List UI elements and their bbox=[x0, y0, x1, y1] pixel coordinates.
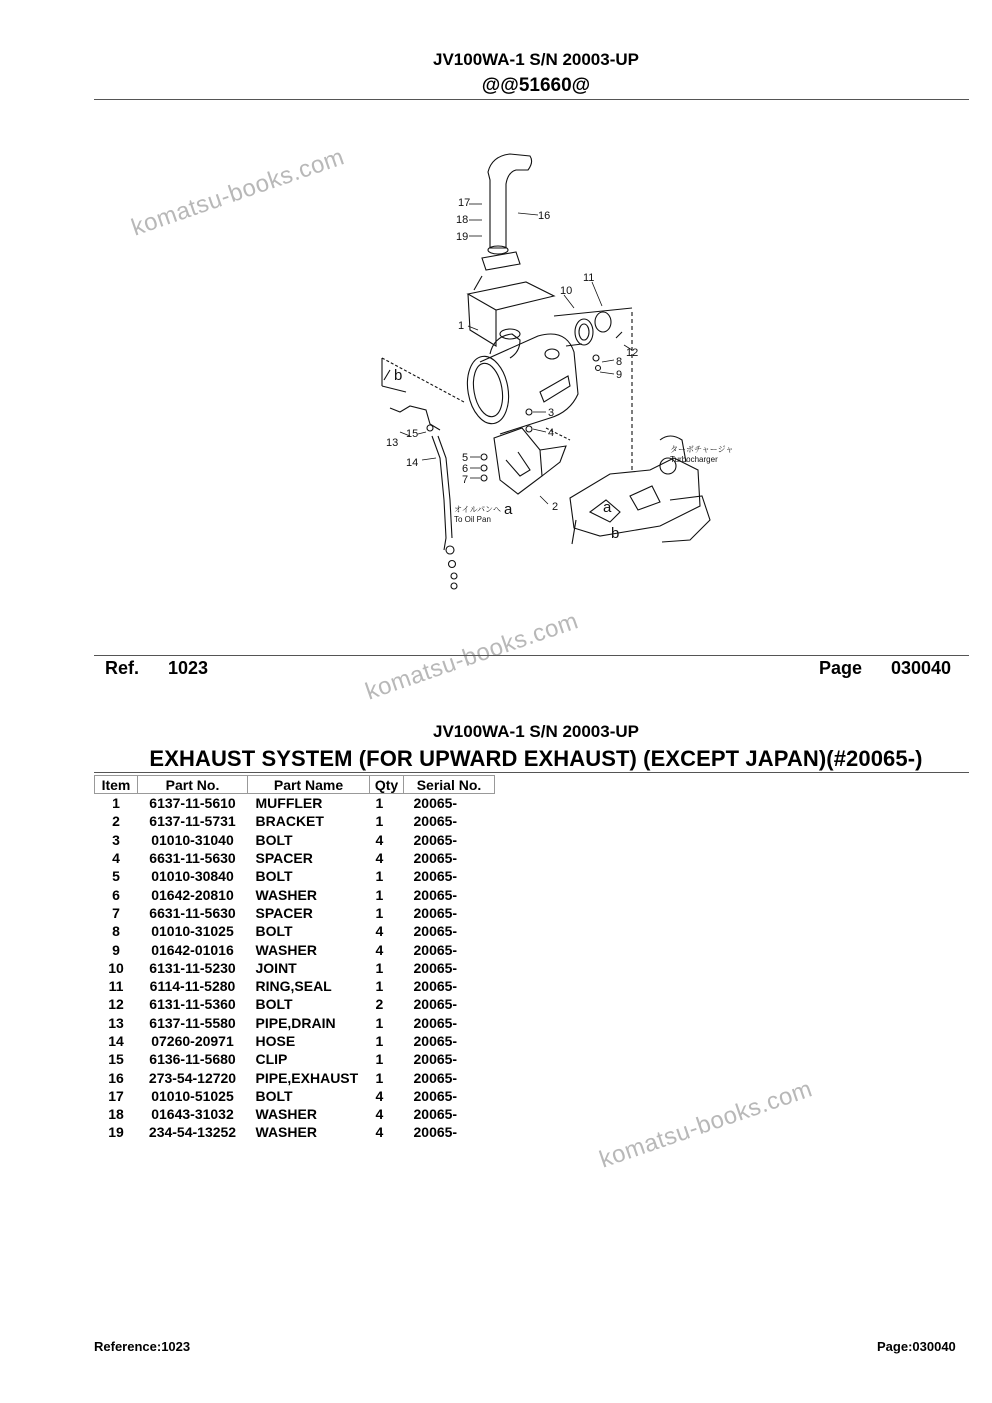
serial-no-cell: 20065- bbox=[413, 868, 458, 885]
part-name-cell: MUFFLER bbox=[255, 795, 323, 812]
callout-9: 9 bbox=[616, 369, 623, 381]
table-row bbox=[95, 1014, 495, 1032]
callout-15: 15 bbox=[406, 428, 419, 440]
qty-cell: 1 bbox=[375, 1014, 384, 1031]
serial-no-cell: 20065- bbox=[413, 1051, 458, 1068]
qty-cell: 4 bbox=[375, 923, 384, 940]
table-row bbox=[95, 867, 495, 885]
qty-cell: 4 bbox=[375, 1124, 384, 1141]
qty-cell: 1 bbox=[375, 904, 384, 921]
item-cell: 10 bbox=[108, 959, 124, 976]
item-cell: 1 bbox=[112, 795, 120, 812]
item-cell: 12 bbox=[108, 996, 124, 1013]
watermark-1: komatsu-books.com bbox=[128, 143, 348, 242]
table-row bbox=[95, 831, 495, 849]
part-name-cell: SPACER bbox=[255, 850, 313, 867]
callout-1: 1 bbox=[458, 320, 465, 332]
qty-cell: 1 bbox=[375, 978, 384, 995]
header-code-line: @@51660@ bbox=[481, 75, 591, 96]
footer-page: Page:030040 bbox=[877, 1339, 956, 1354]
part-no-cell: 6136-11-5680 bbox=[149, 1051, 236, 1068]
table-row bbox=[95, 904, 495, 922]
table-row bbox=[95, 794, 495, 813]
qty-cell: 1 bbox=[375, 1069, 384, 1086]
table-row bbox=[95, 1068, 495, 1086]
item-cell: 5 bbox=[112, 868, 120, 885]
item-cell: 17 bbox=[108, 1087, 124, 1104]
serial-no-cell: 20065- bbox=[413, 923, 458, 940]
serial-no-cell: 20065- bbox=[413, 795, 458, 812]
callout-18: 18 bbox=[456, 214, 469, 226]
part-name-cell: RING,SEAL bbox=[255, 978, 332, 995]
watermark-3: komatsu-books.com bbox=[596, 1075, 816, 1174]
letter-a-bracket: a bbox=[504, 501, 513, 518]
table-row bbox=[95, 1105, 495, 1123]
qty-cell: 1 bbox=[375, 1051, 384, 1068]
part-no-cell: 01010-31025 bbox=[151, 923, 234, 940]
col-header-item: Item bbox=[95, 776, 138, 794]
callout-10: 10 bbox=[560, 285, 573, 297]
table-row bbox=[95, 812, 495, 830]
header-model-line: JV100WA-1 S/N 20003-UP bbox=[433, 50, 639, 69]
turbo-label-jp: ターボチャージャ bbox=[670, 445, 734, 454]
callout-2: 2 bbox=[552, 501, 559, 513]
item-cell: 16 bbox=[108, 1069, 124, 1086]
page-value: 030040 bbox=[891, 658, 952, 678]
table-row bbox=[95, 959, 495, 977]
serial-no-cell: 20065- bbox=[413, 1033, 458, 1049]
part-name-cell: HOSE bbox=[255, 1033, 296, 1049]
serial-no-cell: 20065- bbox=[413, 978, 458, 995]
item-cell: 4 bbox=[112, 850, 120, 867]
turbo-label-en: Turbocharger bbox=[670, 455, 718, 464]
part-name-cell: BOLT bbox=[255, 996, 293, 1013]
watermark-2: komatsu-books.com bbox=[362, 607, 582, 706]
col-header-part-name: Part Name bbox=[248, 776, 370, 794]
table-row bbox=[95, 1087, 495, 1105]
ref-value: 1023 bbox=[168, 658, 209, 678]
part-name-cell: PIPE,DRAIN bbox=[255, 1014, 336, 1031]
ref-label: Ref. bbox=[105, 658, 140, 678]
callout-17: 17 bbox=[458, 197, 471, 209]
serial-no-cell: 20065- bbox=[413, 831, 458, 848]
callout-5: 5 bbox=[462, 452, 469, 464]
item-cell: 2 bbox=[112, 813, 120, 830]
part-no-cell: 07260-20971 bbox=[151, 1033, 234, 1049]
table-row bbox=[95, 849, 495, 867]
part-no-cell: 6631-11-5630 bbox=[149, 850, 236, 867]
item-cell: 19 bbox=[108, 1124, 124, 1141]
part-no-cell: 01642-20810 bbox=[151, 886, 234, 903]
serial-no-cell: 20065- bbox=[413, 886, 458, 903]
section-rule bbox=[94, 772, 969, 773]
header-rule bbox=[94, 99, 969, 100]
table-row bbox=[95, 977, 495, 995]
item-cell: 14 bbox=[108, 1033, 124, 1049]
item-cell: 8 bbox=[112, 923, 120, 940]
table-row bbox=[95, 1032, 495, 1050]
letter-a-engine: a bbox=[603, 499, 612, 516]
item-cell: 15 bbox=[108, 1051, 124, 1068]
table-row bbox=[95, 940, 495, 958]
part-name-cell: PIPE,EXHAUST bbox=[255, 1069, 359, 1086]
callout-12: 12 bbox=[626, 347, 639, 359]
part-name-cell: WASHER bbox=[255, 941, 317, 958]
qty-cell: 1 bbox=[375, 1033, 384, 1049]
letter-b-engine: b bbox=[611, 525, 620, 542]
part-no-cell: 6137-11-5610 bbox=[149, 795, 236, 812]
table-row bbox=[95, 1050, 495, 1068]
table-header-row bbox=[95, 776, 495, 794]
callout-19: 19 bbox=[456, 231, 469, 243]
part-name-cell: JOINT bbox=[255, 959, 297, 976]
serial-no-cell: 20065- bbox=[413, 941, 458, 958]
part-name-cell: BRACKET bbox=[255, 813, 324, 830]
letter-b-top: b bbox=[394, 367, 403, 384]
part-no-cell: 6131-11-5360 bbox=[149, 996, 236, 1013]
section-model-line: JV100WA-1 S/N 20003-UP bbox=[433, 722, 639, 741]
part-no-cell: 6631-11-5630 bbox=[149, 904, 236, 921]
callout-16: 16 bbox=[538, 210, 551, 222]
exhaust-diagram bbox=[370, 140, 750, 600]
part-name-cell: WASHER bbox=[255, 1124, 317, 1141]
item-cell: 6 bbox=[112, 886, 120, 903]
callout-3: 3 bbox=[548, 407, 555, 419]
part-no-cell: 6137-11-5580 bbox=[149, 1014, 236, 1031]
col-header-part-no: Part No. bbox=[138, 776, 248, 794]
callout-11: 11 bbox=[583, 272, 595, 284]
part-name-cell: BOLT bbox=[255, 923, 293, 940]
callout-4: 4 bbox=[548, 427, 555, 439]
item-cell: 3 bbox=[112, 831, 120, 848]
item-cell: 13 bbox=[108, 1014, 124, 1031]
part-name-cell: BOLT bbox=[255, 868, 293, 885]
part-no-cell: 01010-31040 bbox=[151, 831, 234, 848]
table-row bbox=[95, 995, 495, 1013]
footer-reference: Reference:1023 bbox=[94, 1339, 191, 1354]
serial-no-cell: 20065- bbox=[413, 1106, 458, 1123]
serial-no-cell: 20065- bbox=[413, 1014, 458, 1031]
qty-cell: 1 bbox=[375, 959, 384, 976]
page-label: Page bbox=[819, 658, 863, 678]
oil-pan-label-en: To Oil Pan bbox=[454, 515, 491, 524]
part-name-cell: CLIP bbox=[255, 1051, 288, 1068]
callout-7: 7 bbox=[462, 474, 469, 486]
qty-cell: 4 bbox=[375, 1087, 384, 1104]
table-row bbox=[95, 885, 495, 903]
item-cell: 18 bbox=[108, 1106, 124, 1123]
part-no-cell: 6114-11-5280 bbox=[149, 978, 236, 995]
serial-no-cell: 20065- bbox=[413, 959, 458, 976]
qty-cell: 4 bbox=[375, 831, 384, 848]
qty-cell: 1 bbox=[375, 886, 384, 903]
qty-cell: 1 bbox=[375, 813, 384, 830]
parts-table-body bbox=[95, 794, 495, 1142]
oil-pan-label-jp: オイルパンへ bbox=[454, 505, 502, 514]
item-cell: 11 bbox=[108, 978, 124, 995]
serial-no-cell: 20065- bbox=[413, 850, 458, 867]
part-name-cell: SPACER bbox=[255, 904, 313, 921]
table-row bbox=[95, 922, 495, 940]
serial-no-cell: 20065- bbox=[413, 996, 458, 1013]
item-cell: 7 bbox=[112, 904, 120, 921]
callout-14: 14 bbox=[406, 457, 419, 469]
serial-no-cell: 20065- bbox=[413, 1069, 458, 1086]
col-header-serial-no: Serial No. bbox=[404, 776, 495, 794]
part-name-cell: WASHER bbox=[255, 1106, 317, 1123]
part-no-cell: 273-54-12720 bbox=[148, 1069, 237, 1086]
serial-no-cell: 20065- bbox=[413, 1087, 458, 1104]
qty-cell: 1 bbox=[375, 795, 384, 812]
part-name-cell: WASHER bbox=[255, 886, 317, 903]
part-no-cell: 01010-30840 bbox=[151, 868, 234, 885]
part-no-cell: 01010-51025 bbox=[151, 1087, 234, 1104]
part-name-cell: BOLT bbox=[255, 831, 293, 848]
table-row bbox=[95, 1123, 495, 1141]
ref-bar-rule bbox=[94, 655, 969, 656]
serial-no-cell: 20065- bbox=[413, 904, 458, 921]
section-title: EXHAUST SYSTEM (FOR UPWARD EXHAUST) (EXCEPT JAPAN)(#20065-) bbox=[149, 746, 923, 771]
part-no-cell: 6131-11-5230 bbox=[149, 959, 236, 976]
parts-table bbox=[94, 775, 495, 1142]
callout-13: 13 bbox=[386, 437, 399, 449]
part-no-cell: 234-54-13252 bbox=[148, 1124, 237, 1141]
part-name-cell: BOLT bbox=[255, 1087, 293, 1104]
serial-no-cell: 20065- bbox=[413, 813, 458, 830]
qty-cell: 1 bbox=[375, 868, 384, 885]
qty-cell: 4 bbox=[375, 850, 384, 867]
col-header-qty: Qty bbox=[370, 776, 404, 794]
item-cell: 9 bbox=[112, 941, 120, 958]
part-no-cell: 01643-31032 bbox=[151, 1106, 234, 1123]
part-no-cell: 6137-11-5731 bbox=[149, 813, 236, 830]
callout-8: 8 bbox=[616, 356, 623, 368]
serial-no-cell: 20065- bbox=[413, 1124, 458, 1141]
part-no-cell: 01642-01016 bbox=[151, 941, 234, 958]
qty-cell: 4 bbox=[375, 941, 384, 958]
qty-cell: 2 bbox=[375, 996, 384, 1013]
callout-6: 6 bbox=[462, 463, 469, 475]
qty-cell: 4 bbox=[375, 1106, 384, 1123]
